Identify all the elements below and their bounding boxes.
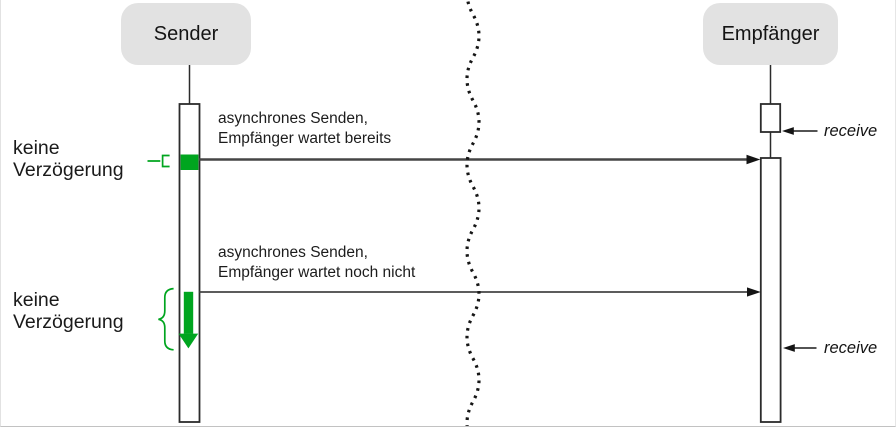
empfaenger-receive-activation <box>761 104 780 132</box>
empfaenger-activation-bar <box>761 158 781 422</box>
message-1-label-line2: Empfänger wartet bereits <box>218 130 392 147</box>
message-2-label-line2: Empfänger wartet noch nicht <box>218 264 416 281</box>
receive-1-arrowhead-icon <box>782 127 794 135</box>
actor-empfaenger-label: Empfänger <box>721 22 820 45</box>
no-delay-brace-icon <box>158 289 173 350</box>
no-delay-annotation-1-line1: keine <box>13 137 60 159</box>
actor-empfaenger <box>703 3 838 65</box>
no-delay-annotation-2 <box>13 289 124 333</box>
no-delay-marker-icon <box>148 156 170 167</box>
no-delay-annotation-1-line2: Verzögerung <box>13 159 124 181</box>
message-1-label <box>218 109 391 149</box>
actor-sender-label: Sender <box>153 22 219 45</box>
message-2-arrowhead-icon <box>747 287 761 296</box>
message-2-label-line1: asynchrones Senden, <box>218 244 368 261</box>
send-highlight-bar <box>181 155 199 171</box>
delay-arrow-shaft <box>184 292 193 334</box>
receive-label-1: receive <box>824 122 878 140</box>
message-1-arrowhead-icon <box>747 155 761 164</box>
message-1-label-line1: asynchrones Senden, <box>218 110 368 127</box>
receive-label-2: receive <box>824 339 878 357</box>
receive-2-arrowhead-icon <box>783 344 795 352</box>
actor-sender <box>121 3 251 65</box>
no-delay-annotation-2-line2: Verzögerung <box>13 311 124 333</box>
message-2-label <box>218 243 415 283</box>
no-delay-annotation-1 <box>13 137 124 181</box>
wavy-divider-line <box>467 0 479 427</box>
no-delay-annotation-2-line1: keine <box>13 289 60 311</box>
sender-activation-bar <box>180 104 200 422</box>
